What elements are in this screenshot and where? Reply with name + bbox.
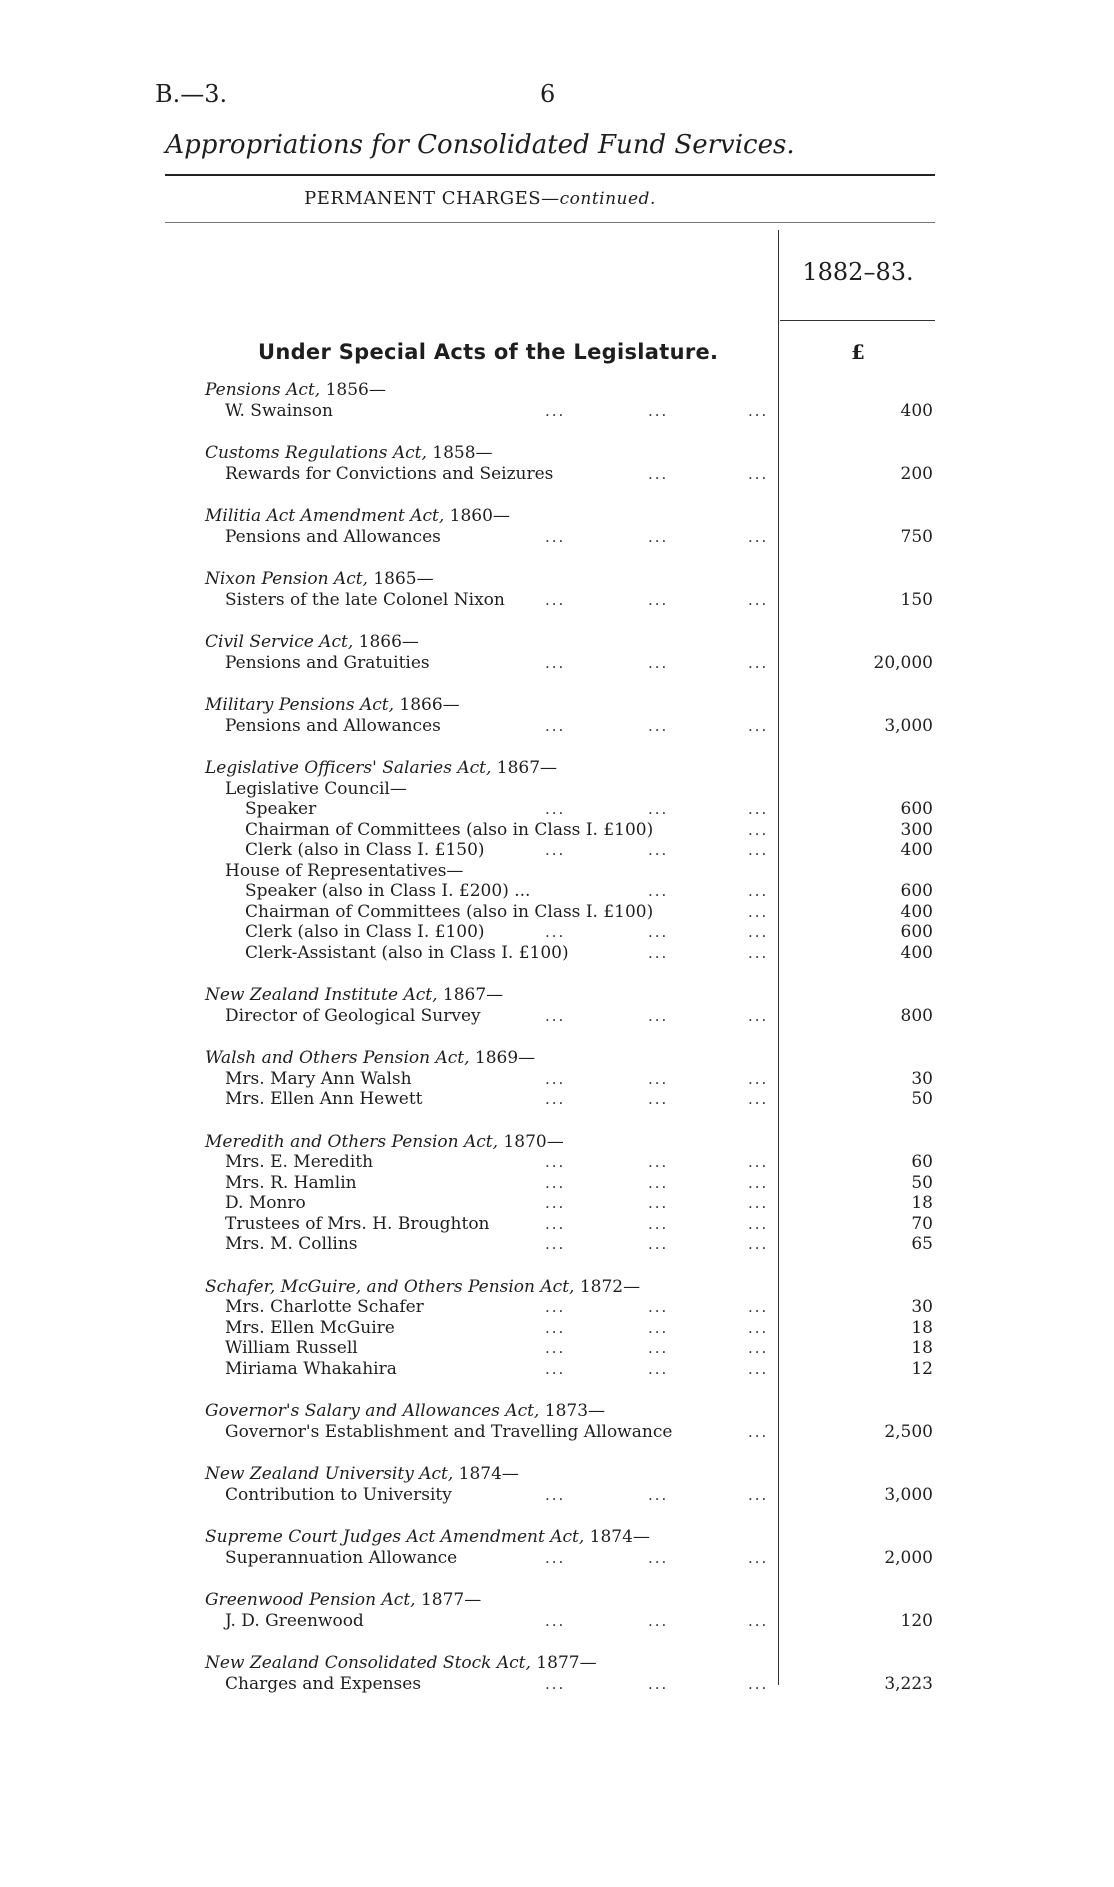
line-item (0, 401, 1114, 422)
act-title (0, 1653, 1114, 1674)
line-item (0, 1069, 1114, 1090)
act-group (0, 1401, 1114, 1442)
item-label: Mrs. M. Collins (225, 1234, 358, 1254)
leader-dots: ... (648, 464, 669, 483)
act-group (0, 1048, 1114, 1110)
leader-dots: ... (648, 882, 669, 900)
item-amount (783, 1297, 933, 1318)
act-year: 1874— (584, 1527, 650, 1547)
amount-value: 18 (911, 1193, 933, 1213)
act-name: Walsh and Others Pension Act, (205, 1048, 470, 1068)
leader-dots: ... (748, 902, 769, 921)
item-amount (783, 1485, 933, 1506)
page-title: Appropriations for Consolidated Fund Services. (165, 130, 795, 160)
leader-dots: ... (545, 800, 566, 818)
item-label: Speaker (245, 799, 317, 819)
item-label: Superannuation Allowance (225, 1547, 458, 1568)
leader-dots: ... (648, 841, 669, 859)
leader-dots: ... (545, 1069, 566, 1088)
item-amount (783, 1338, 933, 1359)
act-title (0, 632, 1114, 653)
leader-dots: ... (648, 1006, 669, 1025)
item-amount (783, 1422, 933, 1443)
item-label: Miriama Whakahira (225, 1358, 397, 1379)
leader-dots: ... (648, 1090, 669, 1108)
item-label: J. D. Greenwood (225, 1610, 364, 1631)
leader-dots: ... (648, 590, 669, 609)
leader-dots: ... (748, 1006, 769, 1025)
leader-dots: ... (748, 1548, 769, 1567)
item-label: Rewards for Convictions and Seizures (225, 463, 554, 484)
leader-dots: ... (545, 1359, 566, 1378)
leader-dots: ... (748, 1298, 769, 1316)
page-number: 6 (540, 80, 556, 108)
item-label: W. Swainson (225, 400, 333, 421)
leader-dots: ... (545, 1214, 566, 1233)
item-label: Governor's Establishment and Travelling Allowance (225, 1421, 673, 1442)
leader-dots: ... (545, 1674, 566, 1693)
line-item (0, 1422, 1114, 1443)
amount-value: 12 (911, 1358, 933, 1379)
item-amount (783, 799, 933, 820)
line-item (0, 1674, 1114, 1695)
line-item (0, 1485, 1114, 1506)
leader-dots: ... (648, 1485, 669, 1504)
currency-symbol: £ (851, 340, 865, 364)
act-year: 1858— (426, 443, 493, 463)
leader-dots: ... (648, 1611, 669, 1630)
act-year: 1869— (469, 1048, 536, 1068)
leader-dots: ... (545, 1318, 566, 1337)
act-title (0, 443, 1114, 464)
item-amount (783, 1214, 933, 1235)
amount-value: 65 (911, 1234, 933, 1254)
item-amount (783, 1611, 933, 1632)
leader-dots: ... (545, 1339, 566, 1357)
item-amount (783, 902, 933, 923)
item-label: William Russell (225, 1338, 358, 1358)
item-amount (783, 1359, 933, 1380)
item-amount (783, 1006, 933, 1027)
leader-dots: ... (648, 1339, 669, 1357)
item-label: Mrs. Mary Ann Walsh (225, 1068, 412, 1089)
item-label: Pensions and Allowances (225, 715, 441, 736)
item-label: Speaker (also in Class I. £200) ... (245, 881, 531, 901)
leader-dots: ... (545, 590, 566, 609)
amount-value: 400 (900, 400, 933, 421)
leader-dots: ... (748, 1485, 769, 1504)
act-title (0, 1401, 1114, 1422)
line-item (0, 799, 1114, 820)
section-heading: Under Special Acts of the Legislature. (258, 340, 719, 364)
leader-dots: ... (545, 1298, 566, 1316)
amount-value: 2,500 (884, 1421, 933, 1442)
item-amount (783, 840, 933, 861)
act-name: New Zealand Institute Act, (205, 985, 438, 1005)
item-label: Clerk-Assistant (also in Class I. £100) (245, 942, 569, 963)
leader-dots: ... (748, 464, 769, 483)
line-item (0, 1006, 1114, 1027)
leader-dots: ... (748, 820, 769, 839)
leader-dots: ... (545, 1548, 566, 1567)
act-group (0, 985, 1114, 1026)
amount-value: 600 (900, 922, 933, 942)
act-name: New Zealand University Act, (205, 1464, 454, 1484)
act-group (0, 1590, 1114, 1631)
act-name: Militia Act Amendment Act, (205, 506, 445, 526)
item-label: Trustees of Mrs. H. Broughton (225, 1213, 490, 1234)
item-amount (783, 1069, 933, 1090)
leader-dots: ... (545, 1194, 566, 1212)
amount-value: 400 (900, 840, 933, 860)
amount-value: 400 (900, 901, 933, 922)
act-group (0, 1527, 1114, 1568)
leader-dots: ... (545, 1235, 566, 1253)
leader-dots: ... (648, 1214, 669, 1233)
leader-dots: ... (748, 527, 769, 546)
amount-value: 800 (900, 1005, 933, 1026)
amount-value: 20,000 (873, 652, 933, 673)
act-title (0, 1132, 1114, 1153)
item-amount (783, 922, 933, 943)
line-item (0, 902, 1114, 923)
item-label: Pensions and Allowances (225, 526, 441, 547)
item-label: Mrs. Ellen McGuire (225, 1317, 395, 1338)
amount-value: 3,000 (884, 715, 933, 736)
item-label: Pensions and Gratuities (225, 652, 430, 673)
subtitle-main: PERMANENT CHARGES— (304, 188, 560, 209)
item-amount (783, 590, 933, 611)
leader-dots: ... (545, 401, 566, 420)
amount-value: 3,223 (884, 1673, 933, 1694)
act-year: 1867— (491, 758, 558, 778)
line-item (0, 1214, 1114, 1235)
act-title (0, 569, 1114, 590)
act-year: 1877— (415, 1590, 482, 1610)
act-year: 1865— (367, 569, 434, 589)
act-title (0, 985, 1114, 1006)
leader-dots: ... (648, 527, 669, 546)
leader-dots: ... (545, 653, 566, 672)
item-amount (783, 1193, 933, 1214)
appropriations-list (0, 380, 1114, 1716)
act-year: 1873— (539, 1401, 606, 1421)
item-amount (783, 716, 933, 737)
act-group (0, 695, 1114, 736)
item-amount (783, 1089, 933, 1110)
line-item (0, 922, 1114, 943)
leader-dots: ... (545, 841, 566, 859)
act-title (0, 1527, 1114, 1548)
act-name: Legislative Officers' Salaries Act, (205, 758, 492, 778)
leader-dots: ... (748, 590, 769, 609)
amount-value: 300 (900, 819, 933, 840)
item-amount (783, 881, 933, 902)
line-item (0, 1089, 1114, 1110)
line-item (0, 881, 1114, 902)
year-header-rule (780, 320, 935, 321)
line-item (0, 1297, 1114, 1318)
item-label: Director of Geological Survey (225, 1005, 481, 1026)
line-item (0, 653, 1114, 674)
amount-value: 50 (911, 1089, 933, 1109)
item-amount (783, 1152, 933, 1173)
act-name: Nixon Pension Act, (205, 569, 368, 589)
act-title (0, 1277, 1114, 1298)
act-year: 1860— (444, 506, 510, 526)
subheading-row (0, 779, 1114, 800)
leader-dots: ... (748, 943, 769, 962)
line-item (0, 1318, 1114, 1339)
act-group (0, 1132, 1114, 1255)
item-label: Chairman of Committees (also in Class I. £100) (245, 901, 654, 922)
item-label: Mrs. R. Hamlin (225, 1172, 357, 1193)
item-amount (783, 653, 933, 674)
act-year: 1872— (574, 1276, 641, 1297)
subheading-label: Legislative Council— (225, 778, 407, 799)
leader-dots: ... (545, 1485, 566, 1504)
item-label: D. Monro (225, 1193, 306, 1213)
amount-value: 400 (900, 942, 933, 963)
act-group (0, 632, 1114, 673)
leader-dots: ... (648, 1359, 669, 1378)
line-item (0, 590, 1114, 611)
act-group (0, 380, 1114, 421)
act-group (0, 506, 1114, 547)
leader-dots: ... (748, 923, 769, 941)
amount-value: 2,000 (884, 1547, 933, 1568)
subheading-row (0, 861, 1114, 882)
act-name: Greenwood Pension Act, (205, 1590, 416, 1610)
item-amount (783, 527, 933, 548)
subtitle-continued: continued. (559, 189, 656, 209)
leader-dots: ... (748, 1359, 769, 1378)
act-group (0, 443, 1114, 484)
leader-dots: ... (648, 716, 669, 735)
act-title (0, 695, 1114, 716)
act-name: Governor's Salary and Allowances Act, (205, 1401, 540, 1421)
line-item (0, 1234, 1114, 1255)
leader-dots: ... (748, 716, 769, 735)
act-group (0, 1464, 1114, 1505)
act-year: 1874— (453, 1464, 519, 1484)
act-title (0, 506, 1114, 527)
item-amount (783, 401, 933, 422)
item-amount (783, 1173, 933, 1194)
leader-dots: ... (748, 653, 769, 672)
item-amount (783, 943, 933, 964)
amount-value: 150 (900, 589, 933, 610)
leader-dots: ... (748, 1318, 769, 1337)
item-label: Charges and Expenses (225, 1673, 422, 1694)
item-amount (783, 464, 933, 485)
amount-value: 3,000 (884, 1484, 933, 1505)
amount-value: 18 (911, 1338, 933, 1358)
act-year: 1867— (437, 985, 504, 1005)
leader-dots: ... (748, 1674, 769, 1693)
act-year: 1856— (320, 380, 386, 400)
leader-dots: ... (648, 943, 669, 962)
leader-dots: ... (648, 1194, 669, 1212)
act-name: Supreme Court Judges Act Amendment Act, (205, 1527, 585, 1547)
amount-value: 30 (911, 1068, 933, 1089)
leader-dots: ... (648, 1298, 669, 1316)
amount-value: 120 (900, 1610, 933, 1631)
item-label: Sisters of the late Colonel Nixon (225, 589, 505, 610)
leader-dots: ... (748, 1422, 769, 1441)
act-year: 1870— (498, 1131, 564, 1152)
item-amount (783, 1548, 933, 1569)
leader-dots: ... (748, 1235, 769, 1253)
leader-dots: ... (545, 1090, 566, 1108)
line-item (0, 527, 1114, 548)
act-name: Military Pensions Act, (205, 695, 395, 715)
leader-dots: ... (748, 1611, 769, 1630)
leader-dots: ... (545, 1153, 566, 1171)
leader-dots: ... (545, 1006, 566, 1025)
leader-dots: ... (748, 1153, 769, 1171)
leader-dots: ... (648, 1548, 669, 1567)
year-column-header: 1882–83. (802, 258, 914, 286)
leader-dots: ... (545, 716, 566, 735)
act-name: New Zealand Consolidated Stock Act, (205, 1653, 531, 1673)
act-name: Civil Service Act, (205, 632, 354, 652)
item-label: Contribution to University (225, 1484, 452, 1505)
line-item (0, 1359, 1114, 1380)
act-year: 1866— (394, 695, 460, 715)
leader-dots: ... (545, 527, 566, 546)
act-title (0, 1048, 1114, 1069)
title-rule (165, 174, 935, 176)
item-label: Clerk (also in Class I. £150) (245, 840, 485, 860)
leader-dots: ... (748, 1194, 769, 1212)
leader-dots: ... (545, 923, 566, 941)
act-name: Pensions Act, (205, 380, 321, 400)
item-label: Mrs. Ellen Ann Hewett (225, 1089, 423, 1109)
page-reference: B.—3. (155, 80, 228, 108)
line-item (0, 943, 1114, 964)
leader-dots: ... (748, 1173, 769, 1192)
act-year: 1877— (530, 1653, 597, 1673)
line-item (0, 1152, 1114, 1173)
act-title (0, 758, 1114, 779)
leader-dots: ... (648, 1318, 669, 1337)
act-year: 1866— (353, 632, 419, 652)
act-group (0, 1653, 1114, 1694)
leader-dots: ... (648, 653, 669, 672)
line-item (0, 716, 1114, 737)
line-item (0, 840, 1114, 861)
act-name: Meredith and Others Pension Act, (205, 1131, 499, 1152)
leader-dots: ... (648, 1069, 669, 1088)
leader-dots: ... (648, 1674, 669, 1693)
leader-dots: ... (648, 401, 669, 420)
leader-dots: ... (748, 1069, 769, 1088)
leader-dots: ... (545, 1173, 566, 1192)
item-label: Mrs. Charlotte Schafer (225, 1297, 424, 1317)
line-item (0, 1548, 1114, 1569)
act-title (0, 1464, 1114, 1485)
leader-dots: ... (648, 1173, 669, 1192)
leader-dots: ... (748, 800, 769, 818)
section-subtitle (0, 188, 960, 209)
amount-value: 750 (900, 526, 933, 547)
leader-dots: ... (748, 1214, 769, 1233)
leader-dots: ... (748, 401, 769, 420)
item-amount (783, 820, 933, 841)
line-item (0, 1611, 1114, 1632)
amount-value: 600 (900, 799, 933, 819)
act-title (0, 1590, 1114, 1611)
line-item (0, 1338, 1114, 1359)
item-amount (783, 1674, 933, 1695)
amount-value: 18 (911, 1317, 933, 1338)
act-group (0, 758, 1114, 963)
leader-dots: ... (648, 923, 669, 941)
item-label: Clerk (also in Class I. £100) (245, 922, 485, 942)
leader-dots: ... (748, 1090, 769, 1108)
amount-value: 30 (911, 1297, 933, 1317)
act-name: Schafer, McGuire, and Others Pension Act, (205, 1276, 575, 1297)
line-item (0, 1193, 1114, 1214)
act-title (0, 380, 1114, 401)
leader-dots: ... (748, 841, 769, 859)
line-item (0, 464, 1114, 485)
amount-value: 600 (900, 881, 933, 901)
leader-dots: ... (545, 1611, 566, 1630)
leader-dots: ... (748, 1339, 769, 1357)
subtitle-rule (165, 222, 935, 223)
amount-value: 50 (911, 1172, 933, 1193)
leader-dots: ... (648, 800, 669, 818)
leader-dots: ... (748, 882, 769, 900)
line-item (0, 1173, 1114, 1194)
line-item (0, 820, 1114, 841)
leader-dots: ... (648, 1235, 669, 1253)
item-amount (783, 1234, 933, 1255)
amount-value: 70 (911, 1213, 933, 1234)
subheading-label: House of Representatives— (225, 860, 464, 881)
leader-dots: ... (648, 1153, 669, 1171)
act-group (0, 569, 1114, 610)
item-label: Mrs. E. Meredith (225, 1152, 374, 1172)
amount-value: 200 (900, 463, 933, 484)
act-group (0, 1277, 1114, 1380)
act-name: Customs Regulations Act, (205, 443, 427, 463)
item-label: Chairman of Committees (also in Class I. £100) (245, 819, 654, 840)
item-amount (783, 1318, 933, 1339)
amount-value: 60 (911, 1152, 933, 1172)
